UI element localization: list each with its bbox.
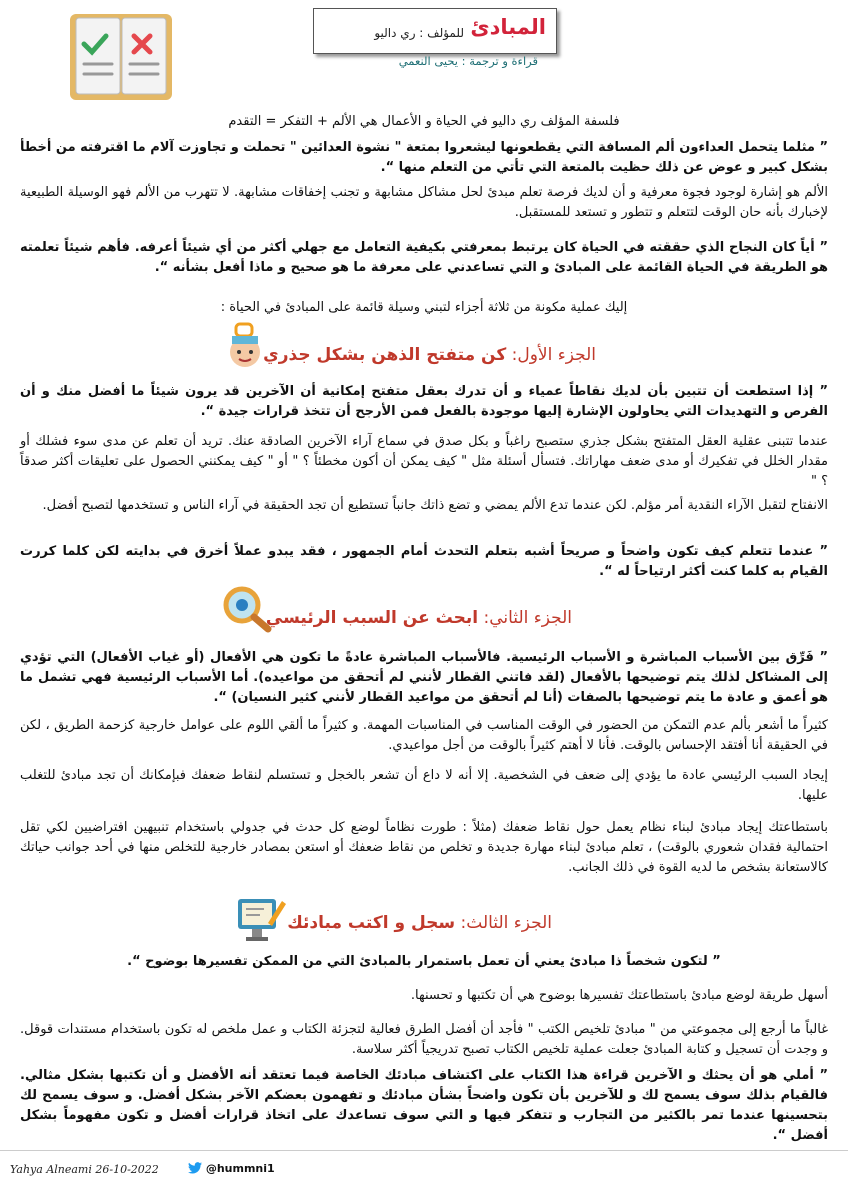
translator-line: قراءة و ترجمة : يحيى النعمي	[398, 54, 538, 68]
part2-label: الجزء الثاني:	[483, 608, 572, 628]
philosophy-line	[20, 112, 828, 132]
part2-title: ابحث عن السبب الرئيسي	[265, 608, 479, 628]
part2-text-1: كثيراً ما أشعر بألم عدم التمكن من الحضور في الوقت المناسب في المناسبات المهمة. و كثيراً ما ألقي اللوم على عوامل خارجية كزحمة الطريق ، لكن في الحقيقة أنا أفتقد الإحساس بالوقت. فأنا لا أهتم كثيراً بالوقت من أجل مواعيدي.	[20, 718, 828, 753]
part1-quote: ” إذا استطعت أن تتبين بأن لديك نقاطاً عمياء و أن تدرك بعقل متفتح إمكانية أن الآخرين قد يرون شيئاً ما أفضل منك و أن الفرص و التهديدات التي يحاولون الإشارة إليها موجودة بالفعل فمن الأرجح أن تتخذ قرارات جيدة “.	[20, 384, 828, 419]
footer-divider	[0, 1150, 848, 1151]
title-box	[313, 8, 557, 54]
intro-pain-text: الألم هو إشارة لوجود فجوة معرفية و أن لديك فرصة تعلم مبدئ لحل مشاكل مشابهة و تجنب إخفاقات مشابهة. لا تتهرب من الألم فهو الوسيلة الطبيعية لإخبارك بأنه حان الوقت لتتعلم و تتطور و تستعد للمستقبل.	[20, 185, 828, 220]
part2-text-3: باستطاعتك إيجاد مبادئ لبناء نظام يعمل حول نقاط ضعفك (مثلاً : طورت نظاماً لوضع كل حدث في جدولي باستخدام تنبيهين افتراضيين لكي تقل احتمالية فقدان شعوري بالوقت) ، تعلم مبادئ لبناء مهارة جديدة و تخلص من نقاط ضعفك أو استعن بمصادر خارجية للتخلص منها في أحد جوانب حياتك كالاستعانة بشخص ما لديه القوة في ذلك الجانب.	[20, 820, 828, 875]
part3-quote-2: ” أملي هو أن يحثك و الآخرين قراءة هذا الكتاب على اكتشاف مبادئك الخاصة فيما تعتقد أنه الأفضل و أن تكتبها بشكل مثالي. فالقيام بذلك سوف يسمح لك و للآخرين بأن تكون واضحاً بشأن مبادئك و تفهمون بعضكم الآخر بشكل أفضل. و سوف يسمح لك بتحسينها عندما تمر بالكثير من التجارب و تتفكر فيها و التي سوف تساعدك على اتخاذ قرارات أفضل و تكون مفهوماً بشكل أفضل “.	[20, 1068, 828, 1143]
part1-text-1: عندما تتبنى عقلية العقل المتفتح بشكل جذري ستصبح راغباً و بكل صدق في سماع آراء الآخرين الصادقة عنك. تريد أن تعلم عن مدى سوء فشلك أو مقدار الخلل في تفكيرك أو مدى ضعف مهاراتك. فتسأل أسئلة مثل " كيف يمكن أن أكون مخطئاً ؟ " أو " كيف يمكنني الحصول على تعليقات أكثر صدقاً ؟ "	[20, 434, 828, 489]
write-computer-icon	[234, 893, 286, 945]
philosophy-text: فلسفة المؤلف ري داليو في الحياة و الأعمال هي الألم + التفكر = التقدم	[228, 114, 620, 129]
twitter-handle: @hummni1	[205, 1162, 275, 1175]
intro-quote-1: ” مثلما يتحمل العداءون ألم المسافة التي يقطعونها ليشعروا بمتعة " نشوة العدائين " تحملت و تجاوزت آلام ما اقترفته من أخطأ بشكل كبير و عوض عن ذلك حظيت بالمتعة التي تأتي من التعلم منها “.	[20, 140, 828, 175]
part3-text-2: غالباً ما أرجع إلى مجموعتي من " مبادئ تلخيص الكتب " فأجد أن أفضل الطرق فعالية لتجزئة الكتاب و عمل ملخص له تكون باستخدام مستندات قوقل. و وجدت أن تسجيل و كتابة المبادئ جعلت عملية تلخيص الكتاب تصبح تدريجياً أكثر سلاسة.	[20, 1022, 828, 1057]
part2-quote: ” فَرِّق بين الأسباب المباشرة و الأسباب الرئيسية. فالأسباب المباشرة عادةً ما تكون هي الأفعال (أو غياب الأفعال) التي تؤدي إلى المشاكل لذلك يتم توضيحها بالأفعال (لقد فاتني القطار لأنني لم أتحقق من مواعيده). أما الأسباب الرئيسية فهي تشمل ما هو أعمق و عادة ما يتم توضيحها بالصفات (أنا لم أتحقق من مواعيد القطار لأنني كثير النسيان) “.	[20, 650, 828, 705]
part3-heading	[287, 913, 552, 933]
part3-quote: ” لتكون شخصاً ذا مبادئ يعني أن تعمل باستمرار بالمبادئ التي من الممكن تفسيرها بوضوح “.	[127, 954, 721, 969]
intro-process: إليك عملية مكونة من ثلاثة أجزاء لتبني وسيلة قائمة على المبادئ في الحياة :	[220, 300, 628, 315]
page-title: المبادئ	[470, 15, 546, 39]
part3-title: سجل و اكتب مبادئك	[287, 913, 456, 933]
footer-twitter[interactable]	[188, 1162, 275, 1175]
twitter-icon	[188, 1162, 202, 1174]
footer-signature: Yahya Alneami 26-10-2022	[10, 1163, 159, 1176]
part1-heading	[263, 345, 596, 365]
author-line: للمؤلف : ري داليو	[374, 26, 464, 40]
book-check-icon	[62, 10, 180, 106]
part1-title: كن متفتح الذهن بشكل جذري	[263, 345, 507, 365]
open-mind-head-icon	[222, 322, 268, 370]
part2-heading	[266, 608, 572, 628]
part1-quote-2: ” عندما تتعلم كيف تكون واضحاً و صريحاً أشبه بتعلم التحدث أمام الجمهور ، فقد يبدو عملاً أخرق في بدايته لكن كلما كررت القيام به كلما كنت أكثر ارتياحاً له “.	[20, 544, 828, 579]
intro-quote-2: ” أياً كان النجاح الذي حققته في الحياة كان يرتبط بمعرفتي بكيفية التعامل مع جهلي أكثر من أي شيئاً أعرفه. فأهم شيئاً تعلمته هو الطريقة في الحياة القائمة على المبادئ و التي تساعدني على معرفة ما هو صحيح و ماذا أفعل بشأنه “.	[20, 240, 828, 275]
part1-label: الجزء الأول:	[511, 345, 596, 365]
part1-text-2: الانفتاح لتقبل الآراء النقدية أمر مؤلم. لكن عندما تدع الألم يمضي و تضع ذاتك جانباً تستطيع أن تجد الحقيقة في آراء الناس و تستخدمها لتصبح أفضل.	[42, 498, 828, 513]
part3-text-1: أسهل طريقة لوضع مبادئ باستطاعتك تفسيرها بوضوح هي أن تكتبها و تحسنها.	[410, 988, 828, 1003]
part2-text-2: إيجاد السبب الرئيسي عادة ما يؤدي إلى ضعف في الشخصية. إلا أنه لا داع أن تشعر بالخجل و تستسلم لنقاط ضعفك فبإمكانك أن تجد مبادئ للتغلب عليها.	[20, 768, 828, 803]
magnifier-icon	[222, 585, 272, 633]
part3-label: الجزء الثالث:	[460, 913, 552, 933]
